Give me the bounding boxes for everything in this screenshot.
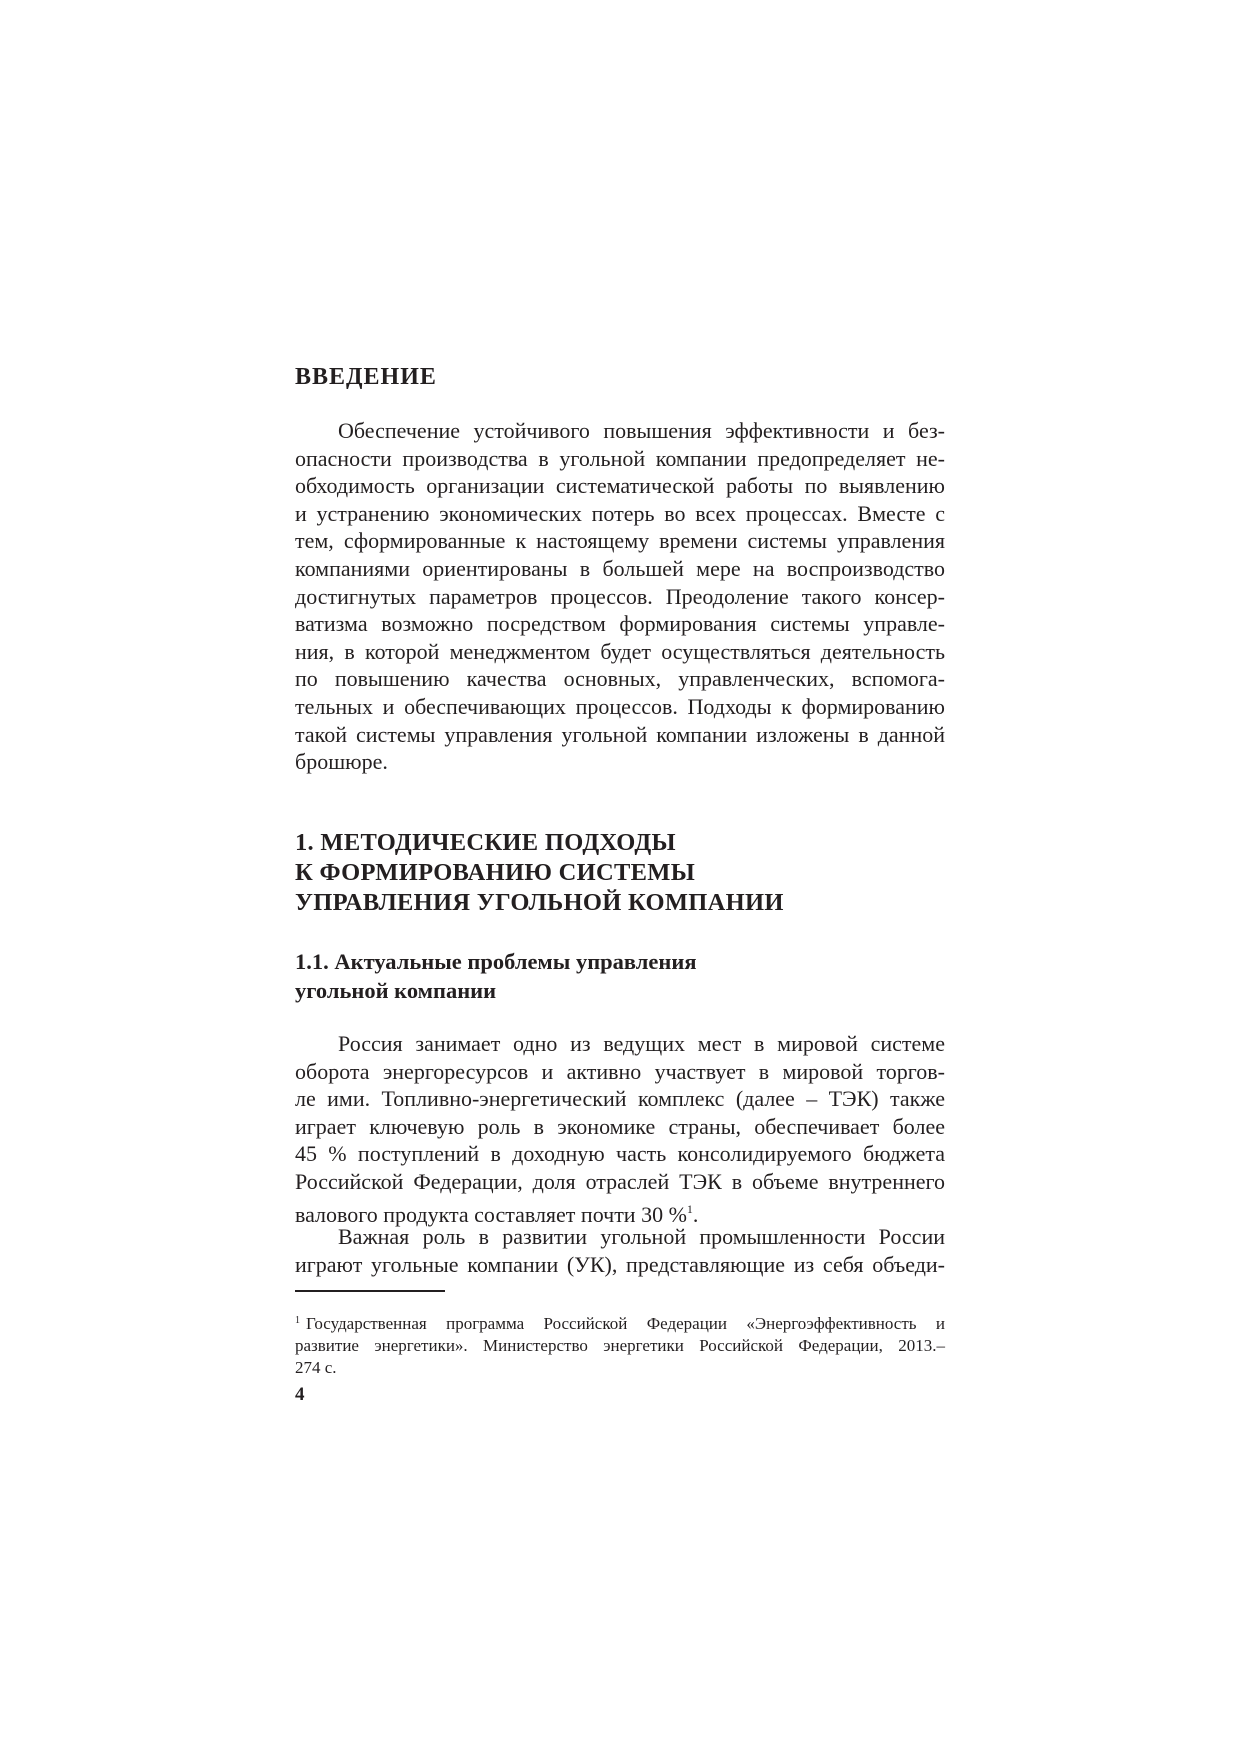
document-page (295, 0, 945, 1755)
intro-line: по повышению качества основных, управленческих, вспомога- (295, 666, 945, 692)
section-heading-line: угольной компании (295, 978, 497, 1003)
body-line: Важная роль в развитии угольной промышленности России (338, 1224, 945, 1249)
chapter-heading-line: 1. МЕТОДИЧЕСКИЕ ПОДХОДЫ (295, 829, 676, 856)
section-heading-line: 1.1. Актуальные проблемы управления (295, 949, 697, 974)
intro-line: достигнутых параметров процессов. Преодоление такого консер- (295, 583, 945, 609)
intro-heading: ВВЕДЕНИЕ (295, 364, 437, 390)
intro-line: и устранению экономических потерь во всех процессах. Вместе с (295, 500, 945, 526)
body-paragraph (295, 1223, 945, 1278)
chapter-heading-line: К ФОРМИРОВАНИЮ СИСТЕМЫ (295, 859, 696, 886)
body-last-line-text: валового продукта составляет почти 30 % (295, 1201, 687, 1227)
body-last-line-end: . (692, 1201, 699, 1227)
body-line: играют угольные компании (УК), представляющие из себя объеди- (295, 1251, 945, 1277)
intro-line: Обеспечение устойчивого повышения эффективности и без- (338, 418, 945, 443)
intro-line: такой системы управления угольной компании изложены в данной (295, 721, 945, 747)
intro-line: компаниями ориентированы в большей мере на воспроизводство (295, 555, 945, 581)
body-line: 45 % поступлений в доходную часть консолидируемого бюджета (295, 1141, 945, 1167)
intro-line: тем, сформированные к настоящему времени системы управления (295, 528, 945, 554)
footnote-mark: 1 (295, 1315, 300, 1326)
body-paragraph (295, 1030, 945, 1228)
footnote-line: 274 с. (295, 1358, 337, 1377)
body-line: играет ключевую роль в экономике страны, обеспечивает более (295, 1113, 945, 1139)
intro-paragraph (295, 417, 945, 776)
footnote-line: развитие энергетики». Министерство энергетики Российской Федерации, 2013.– (295, 1336, 945, 1355)
footnote-reference[interactable]: 1 (686, 1201, 693, 1216)
page-number: 4 (295, 1384, 305, 1405)
body-line: оборота энергоресурсов и активно участвует в мировой торгов- (295, 1058, 945, 1084)
footnote-text: Государственная программа Российской Федерации «Энергоэффективность и (306, 1314, 945, 1333)
intro-line: обходимость организации систематической работы по выявлению (295, 473, 945, 499)
footnote (295, 1310, 945, 1379)
intro-line: тельных и обеспечивающих процессов. Подходы к формированию (295, 693, 945, 719)
body-line: ле ими. Топливно-энергетический комплекс (далее – ТЭК) также (295, 1086, 945, 1112)
chapter-heading (295, 828, 784, 918)
body-line: Российской Федерации, доля отраслей ТЭК в объеме внутреннего (295, 1168, 945, 1194)
body-line: Россия занимает одно из ведущих мест в мировой системе (338, 1031, 945, 1056)
intro-line: брошюре. (295, 749, 388, 775)
chapter-heading-line: УПРАВЛЕНИЯ УГОЛЬНОЙ КОМПАНИИ (295, 889, 784, 916)
footnote-divider (295, 1290, 445, 1292)
intro-line: опасности производства в угольной компании предопределяет не- (295, 445, 945, 471)
intro-line: ния, в которой менеджментом будет осуществляться деятельность (295, 638, 945, 664)
section-heading (295, 947, 697, 1005)
footnote-line (295, 1310, 945, 1335)
intro-line: ватизма возможно посредством формирования системы управле- (295, 611, 945, 637)
